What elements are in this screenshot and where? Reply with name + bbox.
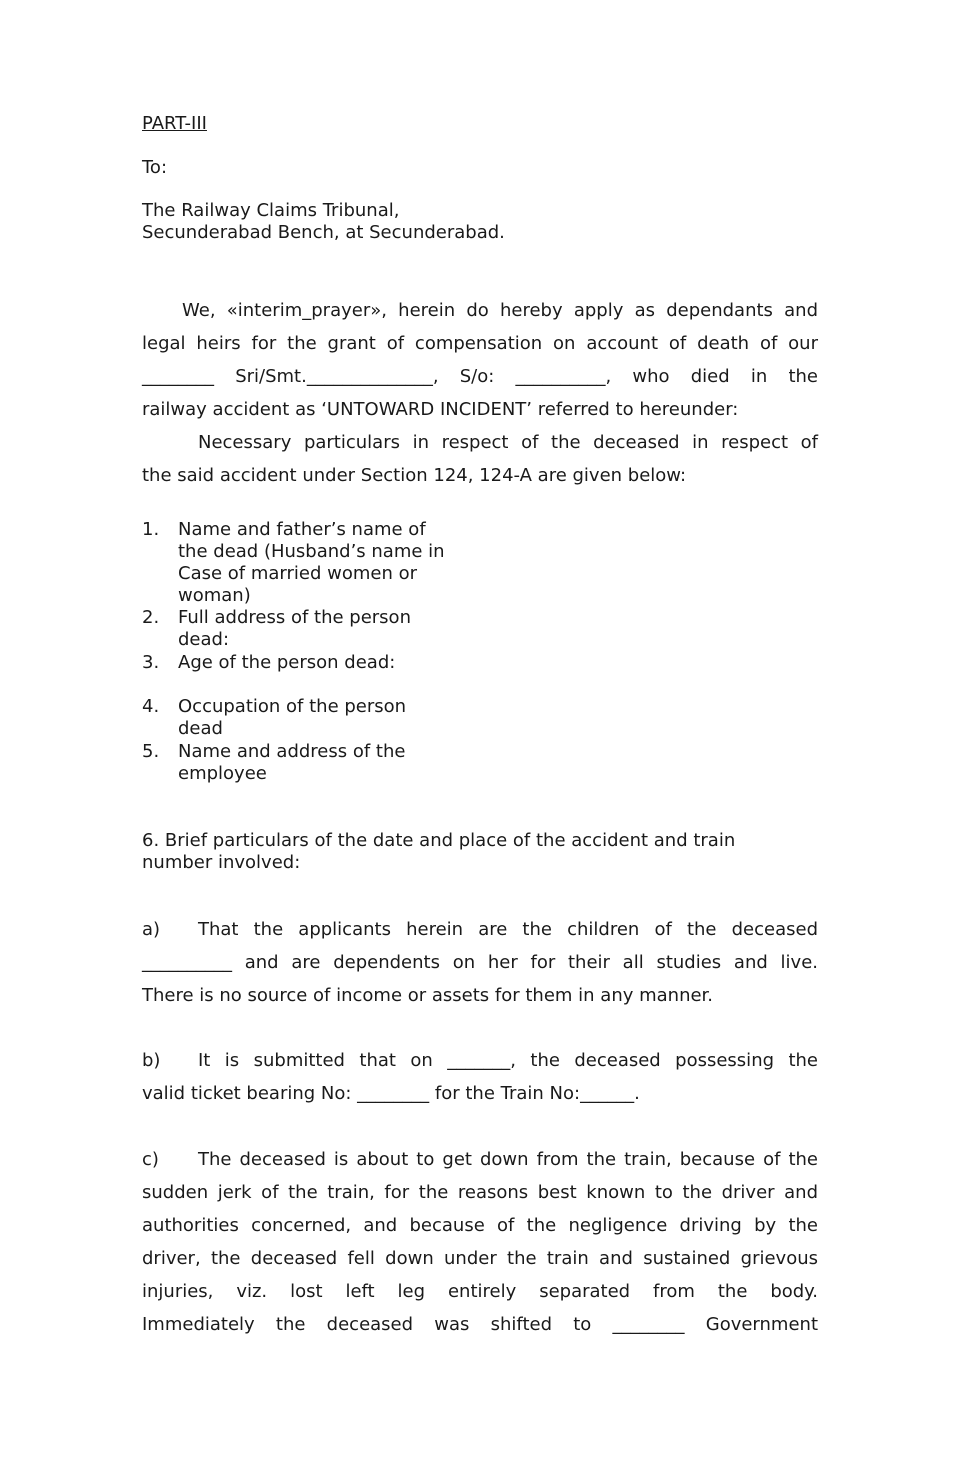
list-line: the dead (Husband’s name in — [178, 541, 445, 562]
particulars-line: Necessary particulars in respect of the deceased in respect of — [198, 432, 818, 453]
list-line: dead: — [178, 629, 230, 650]
para-a-line — [142, 913, 818, 946]
item-6 — [142, 830, 735, 874]
paragraph-c — [142, 1143, 818, 1341]
part-heading: PART-III — [142, 113, 207, 134]
para-a-text: That the applicants herein are the children of the deceased — [198, 919, 818, 940]
list-line: Name and address of the — [178, 741, 406, 762]
to-label: To: — [142, 157, 168, 178]
intro-line: legal heirs for the grant of compensation on account of death of our — [142, 333, 818, 354]
address-line: The Railway Claims Tribunal, — [142, 200, 400, 221]
para-a-line: __________ and are dependents on her for their all studies and live. — [142, 952, 818, 973]
list-text — [178, 741, 478, 785]
particulars-line: the said accident under Section 124, 124-A are given below: — [142, 465, 687, 486]
list-text — [178, 696, 478, 740]
recipient-address — [142, 200, 505, 244]
list-line: Case of married women or — [178, 563, 418, 584]
item-6-line: number involved: — [142, 852, 301, 873]
list-line: Name and father’s name of — [178, 519, 426, 540]
para-b-label: b) — [142, 1050, 161, 1071]
list-line: Occupation of the person — [178, 696, 407, 717]
para-c-text: The deceased is about to get down from the train, because of the — [198, 1149, 818, 1170]
list-line: employee — [178, 763, 267, 784]
para-c-line: driver, the deceased fell down under the train and sustained grievous — [142, 1248, 818, 1269]
item-6-line: 6. Brief particulars of the date and place of the accident and train — [142, 830, 736, 851]
para-c-line: authorities concerned, and because of the negligence driving by the — [142, 1215, 818, 1236]
intro-paragraph — [142, 294, 818, 426]
list-line: Full address of the person — [178, 607, 411, 628]
list-text — [178, 607, 478, 651]
list-number: 1. — [142, 519, 160, 540]
paragraph-a — [142, 913, 818, 1012]
list-number: 5. — [142, 741, 160, 762]
list-line: dead — [178, 718, 223, 739]
para-a-label: a) — [142, 919, 161, 940]
intro-line: ________ Sri/Smt.______________, S/o: __________, who died in the — [142, 366, 818, 387]
para-b-line — [142, 1044, 818, 1077]
para-c-line: injuries, viz. lost left leg entirely separated from the body. — [142, 1281, 818, 1302]
list-line: Age of the person dead: — [178, 652, 396, 673]
address-line: Secunderabad Bench, at Secunderabad. — [142, 222, 505, 243]
para-b-text: It is submitted that on _______, the deceased possessing the — [198, 1050, 818, 1071]
para-c-line — [142, 1143, 818, 1176]
particulars-paragraph — [142, 426, 818, 492]
list-number: 4. — [142, 696, 160, 717]
list-line: woman) — [178, 585, 251, 606]
para-a-line: There is no source of income or assets for them in any manner. — [142, 985, 714, 1006]
para-b-line: valid ticket bearing No: ________ for the Train No:______. — [142, 1083, 640, 1104]
list-number: 3. — [142, 652, 160, 673]
paragraph-b — [142, 1044, 818, 1110]
list-text — [178, 519, 478, 607]
intro-line: We, «interim_prayer», herein do hereby apply as dependants and — [182, 300, 818, 321]
para-c-line: sudden jerk of the train, for the reasons best known to the driver and — [142, 1182, 818, 1203]
para-c-line: Immediately the deceased was shifted to ________ Government — [142, 1314, 818, 1335]
para-c-label: c) — [142, 1149, 159, 1170]
list-number: 2. — [142, 607, 160, 628]
list-text — [178, 652, 478, 674]
intro-line: railway accident as ‘UNTOWARD INCIDENT’ referred to hereunder: — [142, 399, 739, 420]
